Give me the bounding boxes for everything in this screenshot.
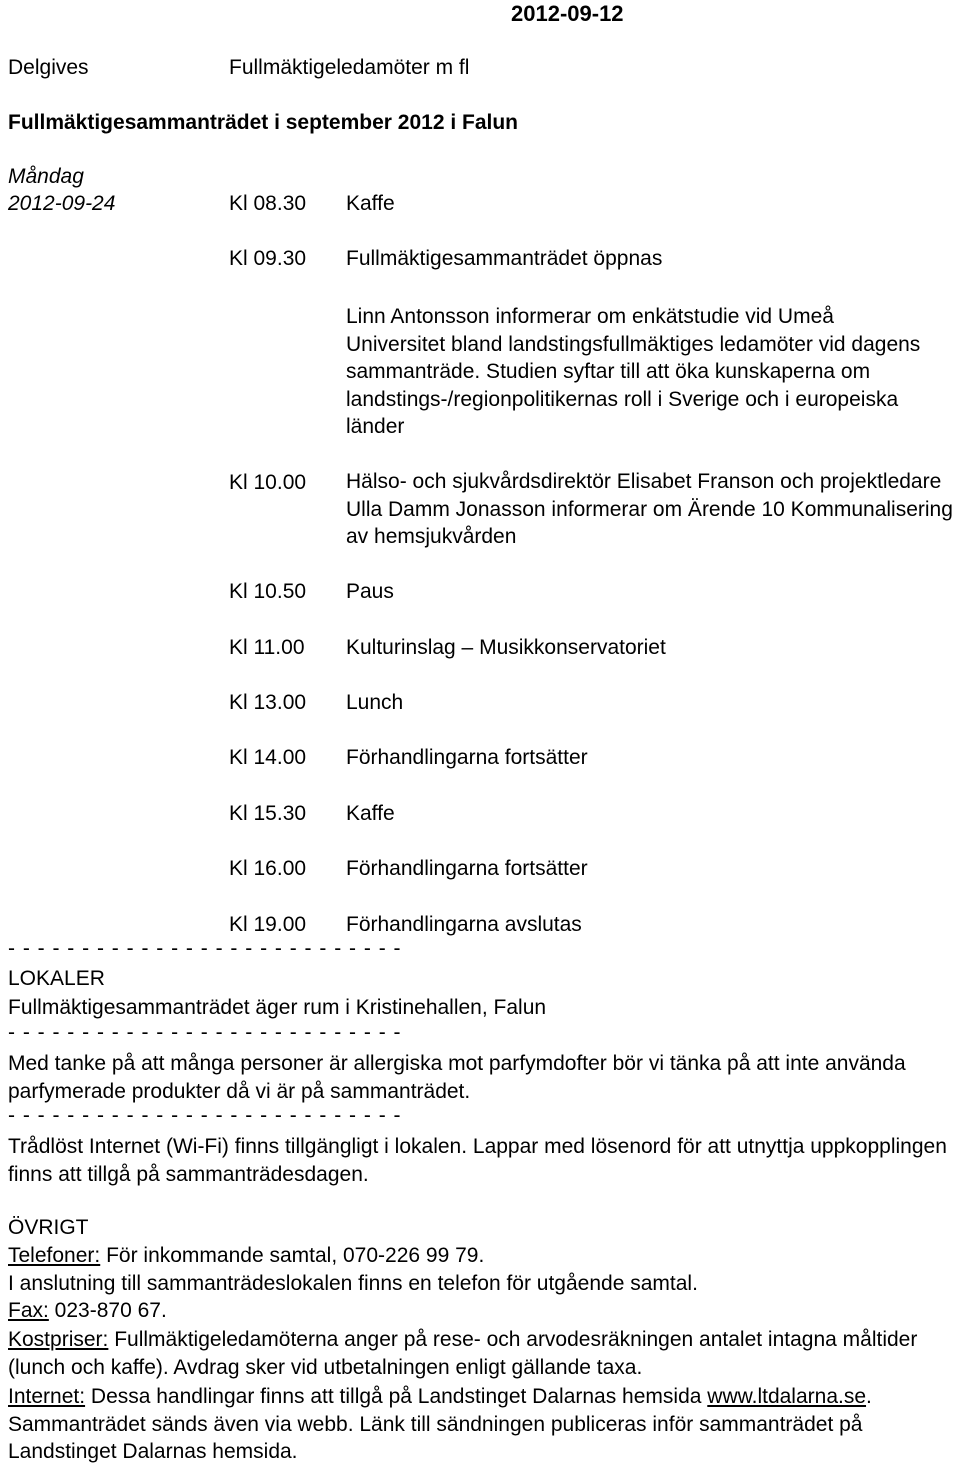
schedule-time: Kl 14.00: [229, 746, 307, 769]
schedule-time: Kl 09.30: [229, 247, 307, 270]
schedule-item: Förhandlingarna avslutas: [346, 913, 582, 936]
meeting-date: 2012-09-24: [8, 192, 116, 215]
schedule-item: Paus: [346, 580, 394, 603]
ovrigt-heading: ÖVRIGT: [8, 1216, 89, 1239]
internet-label: Internet:: [8, 1385, 86, 1408]
wifi-note: Trådlöst Internet (Wi-Fi) finns tillgängligt i lokalen. Lappar med lösenord för att utnyttja uppkopplingen finns att tillgå på sammanträdesdagen.: [8, 1135, 947, 1186]
schedule-time: Kl 15.30: [229, 802, 307, 825]
schedule-time: Kl 10.00: [229, 471, 307, 494]
telefoner-label: Telefoner:: [8, 1244, 101, 1267]
schedule-item: Fullmäktigesammanträdet öppnas: [346, 247, 663, 270]
fax-label: Fax:: [8, 1299, 49, 1322]
lokaler-heading: LOKALER: [8, 967, 105, 990]
schedule-item: Lunch: [346, 691, 404, 714]
weekday: Måndag: [8, 165, 84, 188]
internet-paragraph: [8, 1383, 958, 1466]
delgives-label: Delgives: [8, 56, 89, 79]
schedule-item: Förhandlingarna fortsätter: [346, 746, 588, 769]
internet-text: Dessa handlingar finns att tillgå på Landstinget Dalarnas hemsida: [85, 1385, 708, 1408]
schedule-item: Kaffe: [346, 192, 395, 215]
schedule-item: Förhandlingarna fortsätter: [346, 857, 588, 880]
schedule-item: Kulturinslag – Musikkonservatoriet: [346, 636, 666, 659]
schedule-item-info: Hälso- och sjukvårdsdirektör Elisabet Franson och projektledare Ulla Damm Jonasson informerar om Ärende 10 Kommunalisering av hemsjukvården: [346, 470, 953, 548]
schedule-time: Kl 19.00: [229, 913, 307, 936]
allergy-note: Med tanke på att många personer är allergiska mot parfymdofter bör vi tänka på att inte använda parfymerade produkter då vi är på sammanträdet.: [8, 1052, 906, 1103]
kostpriser-label: Kostpriser:: [8, 1328, 109, 1351]
lokaler-text: Fullmäktigesammanträdet äger rum i Kristinehallen, Falun: [8, 996, 547, 1019]
document-title: Fullmäktigesammanträdet i september 2012 i Falun: [8, 111, 519, 134]
delgives-recipients: Fullmäktigeledamöter m fl: [229, 56, 470, 79]
fax-text: 023-870 67.: [48, 1299, 167, 1322]
schedule-time: Kl 10.50: [229, 580, 307, 603]
telefoner-line: [8, 1244, 484, 1268]
schedule-item-info: Linn Antonsson informerar om enkätstudie vid Umeå Universitet bland landstingsfullmäktiges ledamöter vid dagens sammanträde. Studien syftar till att öka kunskaperna om landstings-/regionpolitikernas roll i Sverige och i europeiska länder: [346, 305, 921, 438]
schedule-time: Kl 08.30: [229, 192, 307, 215]
divider: - - - - - - - - - - - - - - - - - - - - - - - - - - -: [8, 937, 402, 960]
schedule-time: Kl 13.00: [229, 691, 307, 714]
schedule-time: Kl 16.00: [229, 857, 307, 880]
website-link[interactable]: www.ltdalarna.se: [707, 1385, 867, 1408]
telefoner-text: För inkommande samtal, 070-226 99 79.: [100, 1244, 485, 1267]
internet-text-2: . Sammanträdet sänds även via webb. Länk till sändningen publiceras inför sammanträdet på Landstinget Dalarnas hemsida.: [8, 1385, 872, 1463]
divider: - - - - - - - - - - - - - - - - - - - - - - - - - - -: [8, 1021, 402, 1044]
telefon-line2: I anslutning till sammanträdeslokalen finns en telefon för utgående samtal.: [8, 1272, 698, 1295]
kostpriser-text: Fullmäktigeledamöterna anger på rese- och arvodesräkningen antalet intagna måltider (lunch och kaffe). Avdrag sker vid utbetalningen enligt gällande taxa.: [8, 1328, 918, 1379]
divider: - - - - - - - - - - - - - - - - - - - - - - - - - - -: [8, 1104, 402, 1127]
fax-line: [8, 1299, 167, 1323]
document-date: 2012-09-12: [511, 1, 624, 26]
schedule-time: Kl 11.00: [229, 636, 305, 659]
kostpriser-paragraph: [8, 1326, 958, 1381]
schedule-item: Kaffe: [346, 802, 395, 825]
